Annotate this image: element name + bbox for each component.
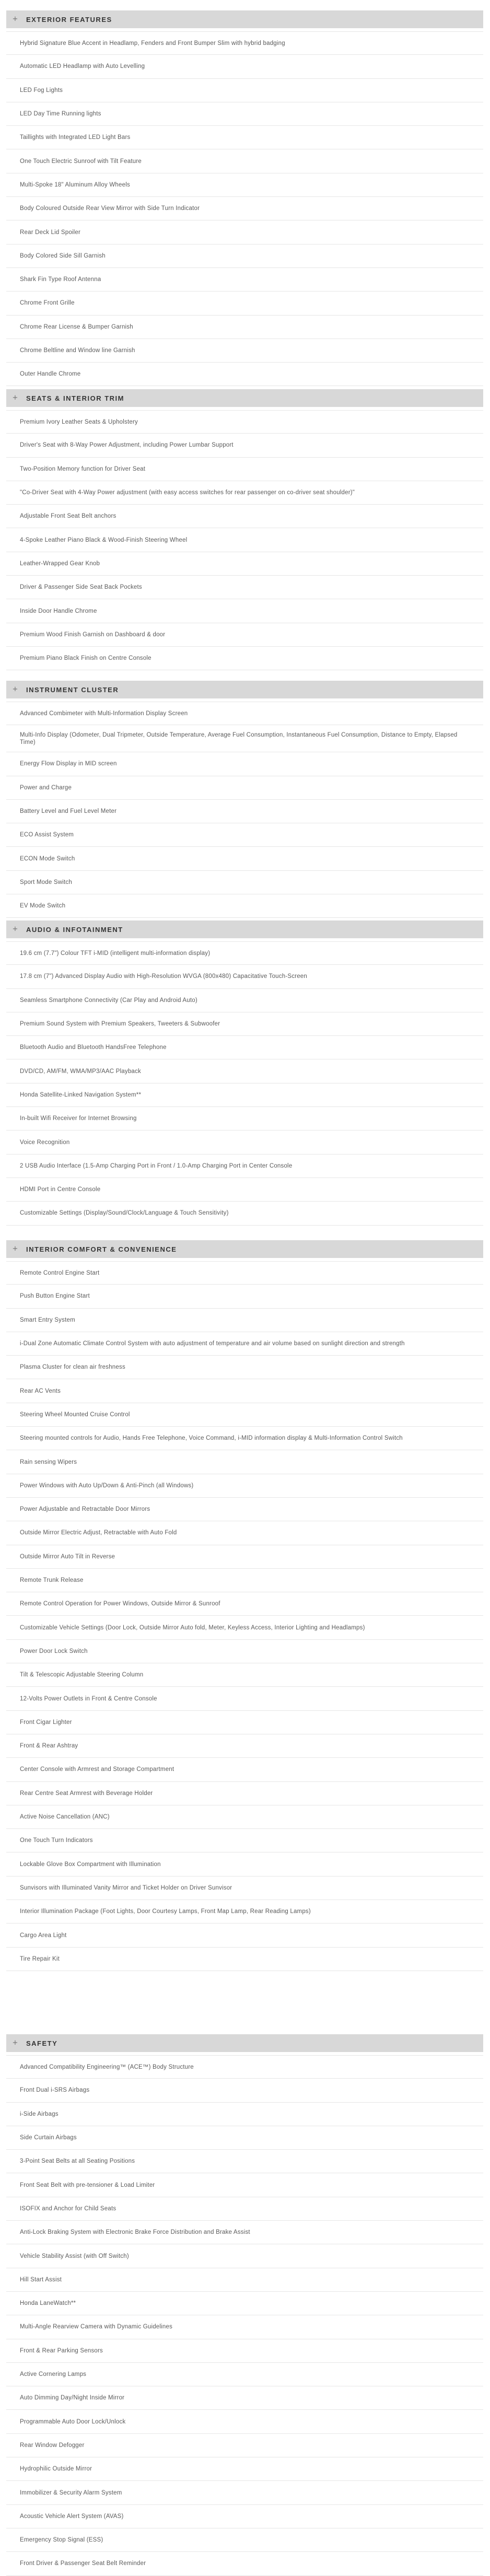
plus-icon[interactable]: + bbox=[12, 1245, 18, 1253]
feature-text: Energy Flow Display in MID screen bbox=[20, 761, 117, 767]
feature-text: Leather-Wrapped Gear Knob bbox=[20, 560, 100, 567]
feature-text: Rear Centre Seat Armrest with Beverage Holder bbox=[20, 1790, 153, 1797]
feature-row bbox=[6, 1758, 483, 1781]
feature-row bbox=[6, 363, 483, 386]
feature-text: Rear Window Defogger bbox=[20, 2442, 85, 2449]
feature-text: Honda Satellite-Linked Navigation System** bbox=[20, 1091, 142, 1098]
feature-text: Power Windows with Auto Up/Down & Anti-Pinch (all Windows) bbox=[20, 1482, 194, 1489]
feature-row bbox=[6, 197, 483, 220]
feature-row bbox=[6, 126, 483, 149]
feature-row bbox=[6, 1202, 483, 1225]
feature-text: Rear AC Vents bbox=[20, 1388, 61, 1394]
feature-row bbox=[6, 1356, 483, 1379]
feature-text: Honda LaneWatch** bbox=[20, 2300, 76, 2307]
feature-text: Premium Sound System with Premium Speakers, Tweeters & Subwoofer bbox=[20, 1021, 220, 1028]
feature-text: Outside Mirror Electric Adjust, Retractable with Auto Fold bbox=[20, 1530, 177, 1536]
feature-row bbox=[6, 1261, 483, 1285]
feature-row bbox=[6, 2315, 483, 2339]
feature-text: Anti-Lock Braking System with Electronic Brake Force Distribution and Brake Assist bbox=[20, 2229, 250, 2236]
feature-text: Tilt & Telescopic Adjustable Steering Column bbox=[20, 1672, 144, 1679]
feature-text: Remote Trunk Release bbox=[20, 1577, 84, 1584]
feature-row bbox=[6, 1498, 483, 1521]
feature-text: 3-Point Seat Belts at all Seating Positions bbox=[20, 2158, 135, 2165]
feature-text: Front & Rear Parking Sensors bbox=[20, 2347, 103, 2354]
feature-row bbox=[6, 1948, 483, 1971]
feature-row bbox=[6, 647, 483, 670]
feature-row bbox=[6, 1427, 483, 1450]
feature-row bbox=[6, 292, 483, 315]
feature-text: DVD/CD, AM/FM, WMA/MP3/AAC Playback bbox=[20, 1068, 141, 1075]
feature-text: Taillights with Integrated LED Light Bars bbox=[20, 134, 131, 141]
section-header-exterior-features[interactable] bbox=[6, 10, 483, 28]
feature-row bbox=[6, 1924, 483, 1947]
feature-text: EV Mode Switch bbox=[20, 903, 66, 910]
feature-text: LED Fog Lights bbox=[20, 87, 63, 94]
feature-text: Hydrophilic Outside Mirror bbox=[20, 2466, 92, 2473]
feature-row bbox=[6, 702, 483, 725]
feature-text: Remote Control Engine Start bbox=[20, 1269, 100, 1276]
feature-row bbox=[6, 2339, 483, 2363]
feature-text: Automatic LED Headlamp with Auto Levelling bbox=[20, 63, 145, 70]
feature-row bbox=[6, 1734, 483, 1758]
feature-row bbox=[6, 2505, 483, 2528]
feature-text: Active Cornering Lamps bbox=[20, 2371, 87, 2378]
feature-text: Battery Level and Fuel Level Meter bbox=[20, 808, 117, 815]
feature-row bbox=[6, 1450, 483, 1474]
feature-text: Premium Wood Finish Garnish on Dashboard & door bbox=[20, 631, 166, 638]
plus-icon[interactable]: + bbox=[12, 2039, 18, 2047]
feature-text: Seamless Smartphone Connectivity (Car Play and Android Auto) bbox=[20, 997, 197, 1004]
section-header-interior-comfort-convenience[interactable] bbox=[6, 1240, 483, 1258]
feature-row bbox=[6, 989, 483, 1012]
feature-text: Advanced Compatibility Engineering™ (ACE™) Body Structure bbox=[20, 2064, 194, 2070]
feature-text: Bluetooth Audio and Bluetooth HandsFree Telephone bbox=[20, 1044, 167, 1051]
feature-text: Outer Handle Chrome bbox=[20, 371, 81, 378]
feature-row bbox=[6, 2197, 483, 2221]
section-title: EXTERIOR FEATURES bbox=[26, 15, 112, 24]
plus-icon[interactable]: + bbox=[12, 925, 18, 933]
feature-text: One Touch Electric Sunroof with Tilt Feature bbox=[20, 158, 142, 165]
feature-row bbox=[6, 1853, 483, 1876]
feature-row bbox=[6, 1060, 483, 1083]
feature-row bbox=[6, 1083, 483, 1107]
section-title: INSTRUMENT CLUSTER bbox=[26, 685, 119, 694]
feature-row bbox=[6, 150, 483, 173]
feature-text: Chrome Rear License & Bumper Garnish bbox=[20, 323, 133, 330]
feature-text: Sport Mode Switch bbox=[20, 879, 72, 885]
feature-text: One Touch Turn Indicators bbox=[20, 1837, 93, 1844]
feature-text: Shark Fin Type Roof Antenna bbox=[20, 276, 101, 283]
feature-row bbox=[6, 481, 483, 505]
plus-icon[interactable]: + bbox=[12, 15, 18, 23]
feature-text: Customizable Vehicle Settings (Door Lock, Outside Mirror Auto fold, Meter, Keyless Access, Interior Lighting and Headlamps) bbox=[20, 1624, 365, 1631]
feature-row bbox=[6, 2292, 483, 2315]
feature-row bbox=[6, 599, 483, 623]
feature-row bbox=[6, 79, 483, 102]
feature-row bbox=[6, 1403, 483, 1427]
feature-text: Adjustable Front Seat Belt anchors bbox=[20, 513, 116, 520]
feature-row bbox=[6, 576, 483, 599]
feature-text: 2 USB Audio Interface (1.5-Amp Charging Port in Front / 1.0-Amp Charging Port in Center Console bbox=[20, 1162, 293, 1169]
feature-row bbox=[6, 339, 483, 363]
feature-row bbox=[6, 220, 483, 244]
feature-row bbox=[6, 776, 483, 800]
feature-text: Power Door Lock Switch bbox=[20, 1648, 88, 1654]
feature-text: Front Driver & Passenger Seat Belt Reminder bbox=[20, 2560, 146, 2567]
feature-row bbox=[6, 1107, 483, 1130]
feature-text: Interior Illumination Package (Foot Lights, Door Courtesy Lamps, Front Map Lamp, Rear Reading Lamps) bbox=[20, 1908, 311, 1915]
feature-text: Multi-Angle Rearview Camera with Dynamic Guidelines bbox=[20, 2324, 173, 2330]
section-header-instrument-cluster[interactable] bbox=[6, 681, 483, 698]
feature-row bbox=[6, 1521, 483, 1545]
feature-text: Hill Start Assist bbox=[20, 2276, 62, 2283]
feature-text: Customizable Settings (Display/Sound/Clock/Language & Touch Sensitivity) bbox=[20, 1210, 229, 1217]
feature-row bbox=[6, 102, 483, 126]
feature-row bbox=[6, 458, 483, 481]
feature-row bbox=[6, 2221, 483, 2244]
feature-text: 4-Spoke Leather Piano Black & Wood-Finish Steering Wheel bbox=[20, 537, 188, 543]
feature-row bbox=[6, 2079, 483, 2102]
feature-text: Plasma Cluster for clean air freshness bbox=[20, 1364, 125, 1371]
feature-row bbox=[6, 1036, 483, 1059]
feature-row bbox=[6, 2244, 483, 2268]
feature-text: Programmable Auto Door Lock/Unlock bbox=[20, 2418, 126, 2425]
feature-row bbox=[6, 2410, 483, 2434]
feature-text: 19.6 cm (7.7") Colour TFT i-MID (intelligent multi-information display) bbox=[20, 950, 211, 957]
feature-text: Emergency Stop Signal (ESS) bbox=[20, 2537, 103, 2544]
feature-text: Immobilizer & Security Alarm System bbox=[20, 2489, 122, 2496]
feature-text: Sunvisors with Illuminated Vanity Mirror and Ticket Holder on Driver Sunvisor bbox=[20, 1884, 232, 1891]
feature-row bbox=[6, 965, 483, 988]
plus-icon[interactable]: + bbox=[12, 394, 18, 402]
feature-row bbox=[6, 752, 483, 776]
feature-row bbox=[6, 1130, 483, 1154]
feature-text: 12-Volts Power Outlets in Front & Centre Console bbox=[20, 1695, 157, 1702]
feature-row bbox=[6, 173, 483, 197]
feature-text: Front & Rear Ashtray bbox=[20, 1743, 78, 1750]
feature-text: Power and Charge bbox=[20, 784, 72, 791]
feature-text: Driver & Passenger Side Seat Back Pockets bbox=[20, 584, 142, 591]
feature-row bbox=[6, 2528, 483, 2552]
feature-text: Multi-Spoke 18" Aluminum Alloy Wheels bbox=[20, 181, 130, 188]
feature-row bbox=[6, 1569, 483, 1592]
feature-row bbox=[6, 800, 483, 823]
feature-text: Front Seat Belt with pre-tensioner & Load Limiter bbox=[20, 2182, 155, 2188]
feature-text: Chrome Front Grille bbox=[20, 300, 75, 307]
feature-text: Outside Mirror Auto Tilt in Reverse bbox=[20, 1553, 115, 1560]
feature-row bbox=[6, 2268, 483, 2292]
feature-row bbox=[6, 2457, 483, 2481]
feature-row bbox=[6, 1545, 483, 1569]
feature-row bbox=[6, 1900, 483, 1924]
feature-row bbox=[6, 1309, 483, 1332]
feature-text: "Co-Driver Seat with 4-Way Power adjustment (with easy access switches for rear passenger on co-driver seat shoulder)" bbox=[20, 489, 355, 496]
feature-row bbox=[6, 1178, 483, 1202]
feature-row bbox=[6, 2552, 483, 2575]
feature-text: LED Day Time Running lights bbox=[20, 111, 101, 118]
feature-text: Steering mounted controls for Audio, Hands Free Telephone, Voice Command, i-MID information display & Multi-Information Control Switch bbox=[20, 1435, 403, 1442]
feature-row bbox=[6, 1663, 483, 1687]
feature-text: Tire Repair Kit bbox=[20, 1955, 60, 1962]
feature-row bbox=[6, 552, 483, 576]
feature-row bbox=[6, 894, 483, 918]
feature-row bbox=[6, 410, 483, 434]
feature-row bbox=[6, 55, 483, 78]
section-header-audio-infotainment[interactable] bbox=[6, 920, 483, 938]
feature-row bbox=[6, 847, 483, 871]
feature-row bbox=[6, 623, 483, 647]
feature-row bbox=[6, 434, 483, 457]
feature-text: Side Curtain Airbags bbox=[20, 2135, 77, 2141]
feature-row bbox=[6, 2386, 483, 2410]
feature-text: Rain sensing Wipers bbox=[20, 1459, 77, 1465]
feature-text: Cargo Area Light bbox=[20, 1932, 67, 1939]
feature-text: Premium Piano Black Finish on Centre Console bbox=[20, 655, 151, 662]
feature-row bbox=[6, 316, 483, 339]
feature-row bbox=[6, 1474, 483, 1498]
feature-row bbox=[6, 1012, 483, 1036]
feature-row bbox=[6, 1332, 483, 1356]
feature-row bbox=[6, 2481, 483, 2504]
feature-text: In-built Wifi Receiver for Internet Browsing bbox=[20, 1115, 137, 1122]
feature-text: Driver's Seat with 8-Way Power Adjustment, including Power Lumbar Support bbox=[20, 442, 234, 449]
feature-row bbox=[6, 871, 483, 894]
section-title: SEATS & INTERIOR TRIM bbox=[26, 394, 124, 402]
feature-row bbox=[6, 529, 483, 552]
feature-row bbox=[6, 2055, 483, 2079]
feature-text: Advanced Combimeter with Multi-Information Display Screen bbox=[20, 710, 188, 717]
feature-text: Steering Wheel Mounted Cruise Control bbox=[20, 1411, 130, 1418]
feature-text: Front Cigar Lighter bbox=[20, 1719, 72, 1726]
feature-row bbox=[6, 1640, 483, 1663]
feature-text: Two-Position Memory function for Driver Seat bbox=[20, 465, 146, 472]
feature-text: ISOFIX and Anchor for Child Seats bbox=[20, 2205, 116, 2212]
feature-row bbox=[6, 1592, 483, 1616]
feature-text: Inside Door Handle Chrome bbox=[20, 608, 97, 614]
feature-text: Center Console with Armrest and Storage Compartment bbox=[20, 1766, 174, 1773]
feature-text: Power Adjustable and Retractable Door Mirrors bbox=[20, 1506, 150, 1513]
section-header-seats-interior-trim[interactable] bbox=[6, 389, 483, 407]
feature-text: Smart Entry System bbox=[20, 1316, 75, 1323]
feature-text: Auto Dimming Day/Night Inside Mirror bbox=[20, 2395, 125, 2402]
feature-text: i-Side Airbags bbox=[20, 2111, 59, 2117]
feature-row bbox=[6, 1380, 483, 1403]
feature-row bbox=[6, 1805, 483, 1829]
feature-row bbox=[6, 941, 483, 965]
feature-text: HDMI Port in Centre Console bbox=[20, 1186, 101, 1193]
feature-row bbox=[6, 268, 483, 292]
feature-row bbox=[6, 1616, 483, 1640]
feature-row bbox=[6, 1687, 483, 1710]
feature-text: 17.8 cm (7") Advanced Display Audio with High-Resolution WVGA (800x480) Capacitative Touch-Screen bbox=[20, 973, 307, 980]
feature-text: Front Dual i-SRS Airbags bbox=[20, 2087, 90, 2094]
feature-text: Rear Deck Lid Spoiler bbox=[20, 229, 81, 236]
feature-text: i-Dual Zone Automatic Climate Control System with auto adjustment of temperature and air volume based on sunlight direction and strength bbox=[20, 1341, 405, 1347]
plus-icon[interactable]: + bbox=[12, 685, 18, 693]
feature-text: Premium Ivory Leather Seats & Upholstery bbox=[20, 418, 138, 425]
feature-row bbox=[6, 1829, 483, 1852]
feature-text: ECON Mode Switch bbox=[20, 855, 75, 862]
feature-text: Hybrid Signature Blue Accent in Headlamp, Fenders and Front Bumper Slim with hybrid badging bbox=[20, 40, 285, 46]
section-title: SAFETY bbox=[26, 2039, 58, 2047]
feature-text: Active Noise Cancellation (ANC) bbox=[20, 1814, 110, 1821]
feature-text: Chrome Beltline and Window line Garnish bbox=[20, 347, 135, 354]
section-title: AUDIO & INFOTAINMENT bbox=[26, 925, 123, 934]
feature-row bbox=[6, 1782, 483, 1805]
feature-text: Acoustic Vehicle Alert System (AVAS) bbox=[20, 2513, 124, 2520]
feature-text: Voice Recognition bbox=[20, 1139, 70, 1146]
feature-row bbox=[6, 505, 483, 528]
section-header-safety[interactable] bbox=[6, 2034, 483, 2052]
feature-text: Lockable Glove Box Compartment with Illumination bbox=[20, 1861, 161, 1868]
feature-row bbox=[6, 2103, 483, 2126]
feature-row bbox=[6, 244, 483, 268]
feature-text: Vehicle Stability Assist (with Off Switch) bbox=[20, 2253, 129, 2259]
feature-row bbox=[6, 1155, 483, 1178]
feature-text: Remote Control Operation for Power Windows, Outside Mirror & Sunroof bbox=[20, 1601, 220, 1607]
feature-row bbox=[6, 2150, 483, 2173]
feature-text: Body Colored Side Sill Garnish bbox=[20, 252, 106, 259]
feature-row bbox=[6, 2126, 483, 2150]
feature-row bbox=[6, 31, 483, 55]
section-title: INTERIOR COMFORT & CONVENIENCE bbox=[26, 1245, 177, 1253]
feature-row bbox=[6, 2363, 483, 2386]
feature-text: Body Coloured Outside Rear View Mirror with Side Turn Indicator bbox=[20, 205, 200, 212]
feature-row bbox=[6, 1285, 483, 1308]
feature-row bbox=[6, 1876, 483, 1900]
feature-row bbox=[6, 823, 483, 847]
feature-text: Push Button Engine Start bbox=[20, 1293, 90, 1300]
feature-row bbox=[6, 725, 483, 752]
feature-row bbox=[6, 2174, 483, 2197]
feature-text: ECO Assist System bbox=[20, 832, 74, 838]
feature-row bbox=[6, 1711, 483, 1734]
feature-row bbox=[6, 2434, 483, 2457]
feature-text: Multi-Info Display (Odometer, Dual Tripmeter, Outside Temperature, Average Fuel Consumption, Instantaneous Fuel Consumption, Distance to Empty, Elapsed Time) bbox=[20, 731, 458, 745]
